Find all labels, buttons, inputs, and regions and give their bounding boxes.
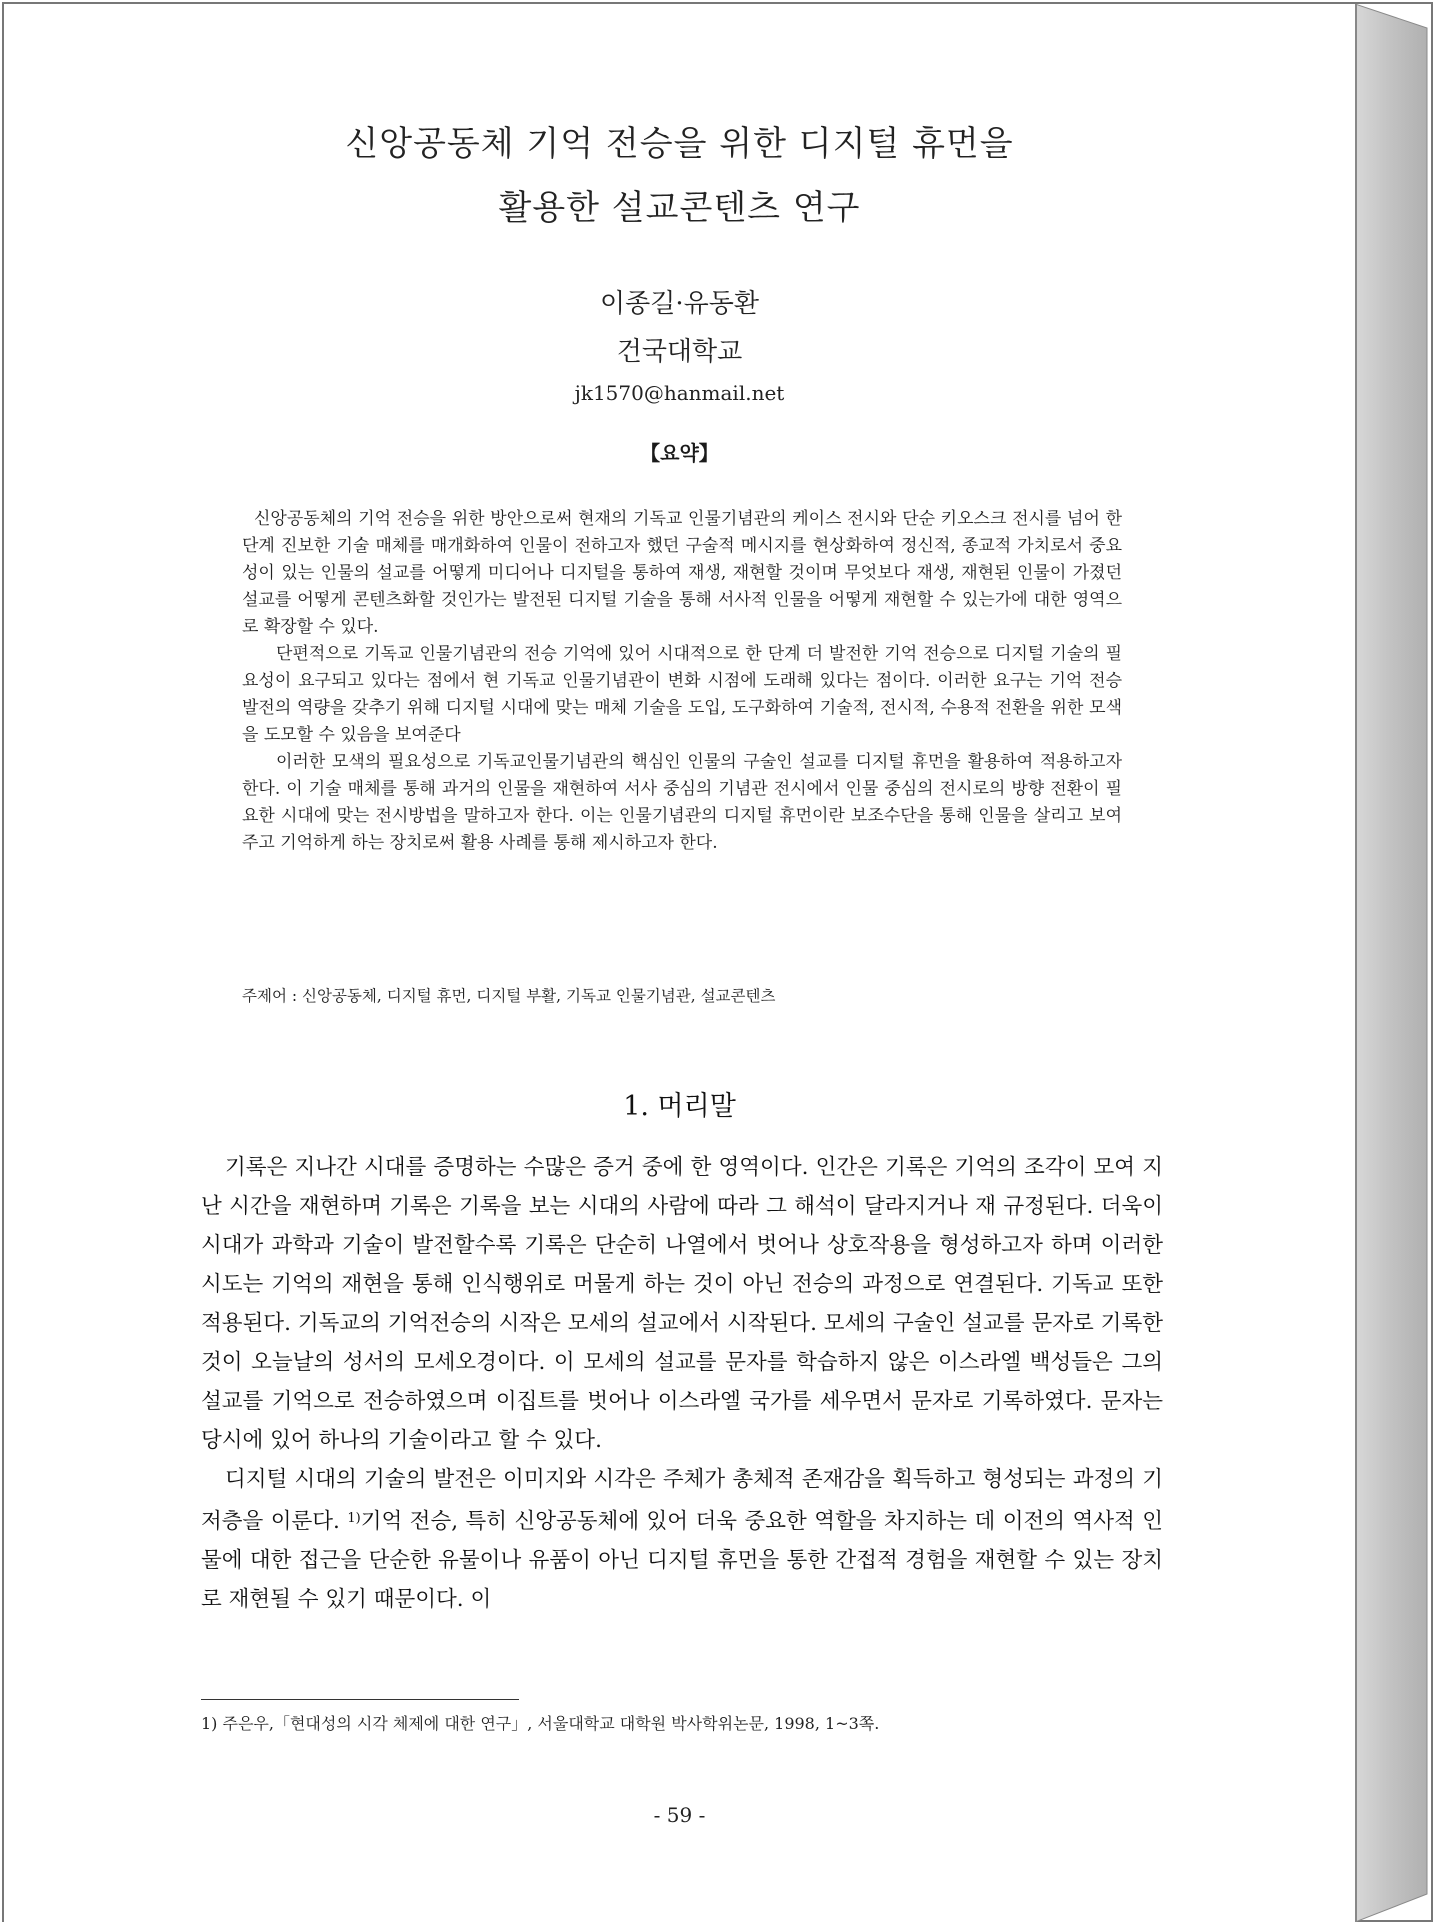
- footnote: 1) 주은우,「현대성의 시각 체제에 대한 연구」, 서울대학교 대학원 박사학위논문, 1998, 1~3쪽.: [201, 1714, 880, 1733]
- title-line-1: 신앙공동체 기억 전승을 위한 디지털 휴먼을: [345, 124, 1014, 164]
- abstract-heading: 【요약】: [640, 441, 719, 465]
- authors: 이종길·유동환: [600, 289, 759, 319]
- section-heading: 1. 머리말: [623, 1091, 736, 1122]
- body-paragraph: 기록은 지나간 시대를 증명하는 수많은 증거 중에 한 영역이다. 인간은 기록은 기억의 조각이 모여 지난 시간을 재현하며 기록은 기록을 보는 시대의 사람에 따라 그 해석이 달라지거나 재 규정된다. 더욱이 시대가 과학과 기술이 발전할수록 기록은 단순히 나열에서 벗어나 상호작용을 형성하고자 하며 이러한 시도는 기억의 재현을 통해 인식행위로 머물게 하는 것이 아닌 전승의 과정으로 연결된다. 기독교 또한 적용된다. 기독교의 기억전승의 시작은 모세의 설교에서 시작된다. 모세의 구술인 설교를 문자로 기록한 것이 오늘날의 성서의 모세오경이다. 이 모세의 설교를 문자를 학습하지 않은 이스라엘 백성들은 그의 설교를 기억으로 전승하였으며 이집트를 벗어나 이스라엘 국가를 세우면서 문자로 기록하였다. 문자는 당시에 있어 하나의 기술이라고 할 수 있다.: [201, 1155, 1163, 1453]
- page-stack-edge: [1355, 4, 1433, 1922]
- paper-title: [204, 112, 1155, 240]
- affiliation: 건국대학교: [616, 337, 743, 367]
- paragraph-text: 디지털 시대의 기술의 발전은 이미지와 시각은 주체가 총체적 존재감을 획득하고 형성되는 과정의 기저층을 이룬다.: [201, 1467, 1163, 1534]
- body-paragraph: [201, 1460, 1163, 1619]
- abstract-body: [242, 506, 1122, 857]
- author-email: jk1570@hanmail.net: [574, 381, 785, 405]
- abstract-paragraph: 단편적으로 기독교 인물기념관의 전승 기억에 있어 시대적으로 한 단계 더 발전한 기억 전승으로 디지털 기술의 필요성이 요구되고 있다는 점에서 현 기독교 인물기념관이 변화 시점에 도래해 있다는 점이다. 이러한 요구는 기억 전승 발전의 역량을 갖추기 위해 디지털 시대에 맞는 매체 기술을 도입, 도구화하여 기술적, 전시적, 수용적 전환을 위한 모색을 도모할 수 있음을 보여준다: [242, 644, 1122, 745]
- title-line-2: 활용한 설교콘텐츠 연구: [498, 188, 861, 228]
- footnote-divider: [201, 1699, 519, 1700]
- document-page: [4, 4, 1357, 1922]
- footnote-marker[interactable]: 1): [347, 1511, 361, 1526]
- section-body: [201, 1148, 1163, 1619]
- paragraph-text: 기억 전승, 특히 신앙공동체에 있어 더욱 중요한 역할을 차지하는 데 이전의 역사적 인물에 대한 접근을 단순한 유물이나 유품이 아닌 디지털 휴먼을 통한 간접적 경험을 재현할 수 있는 장치로 재현될 수 있기 때문이다. 이: [201, 1509, 1163, 1612]
- page-number: - 59 -: [653, 1803, 706, 1827]
- abstract-paragraph: 이러한 모색의 필요성으로 기독교인물기념관의 핵심인 인물의 구술인 설교를 디지털 휴먼을 활용하여 적용하고자 한다. 이 기술 매체를 통해 과거의 인물을 재현하여 서사 중심의 기념관 전시에서 인물 중심의 전시로의 방향 전환이 필요한 시대에 맞는 전시방법을 말하고자 한다. 이는 인물기념관의 디지털 휴먼이란 보조수단을 통해 인물을 살리고 보여주고 기억하게 하는 장치로써 활용 사례를 통해 제시하고자 한다.: [242, 752, 1122, 853]
- keywords: 주제어 : 신앙공동체, 디지털 휴먼, 디지털 부활, 기독교 인물기념관, 설교콘텐츠: [242, 987, 776, 1005]
- abstract-paragraph: 신앙공동체의 기억 전승을 위한 방안으로써 현재의 기독교 인물기념관의 케이스 전시와 단순 키오스크 전시를 넘어 한 단계 진보한 기술 매체를 매개화하여 인물이 전하고자 했던 구술적 메시지를 현상화하여 정신적, 종교적 가치로서 중요성이 있는 인물의 설교를 어떻게 미디어나 디지털을 통하여 재생, 재현할 것이며 무엇보다 재생, 재현된 인물이 가졌던 설교를 어떻게 콘텐츠화할 것인가는 발전된 디지털 기술을 통해 서사적 인물을 어떻게 재현할 수 있는가에 대한 영역으로 확장할 수 있다.: [242, 509, 1122, 637]
